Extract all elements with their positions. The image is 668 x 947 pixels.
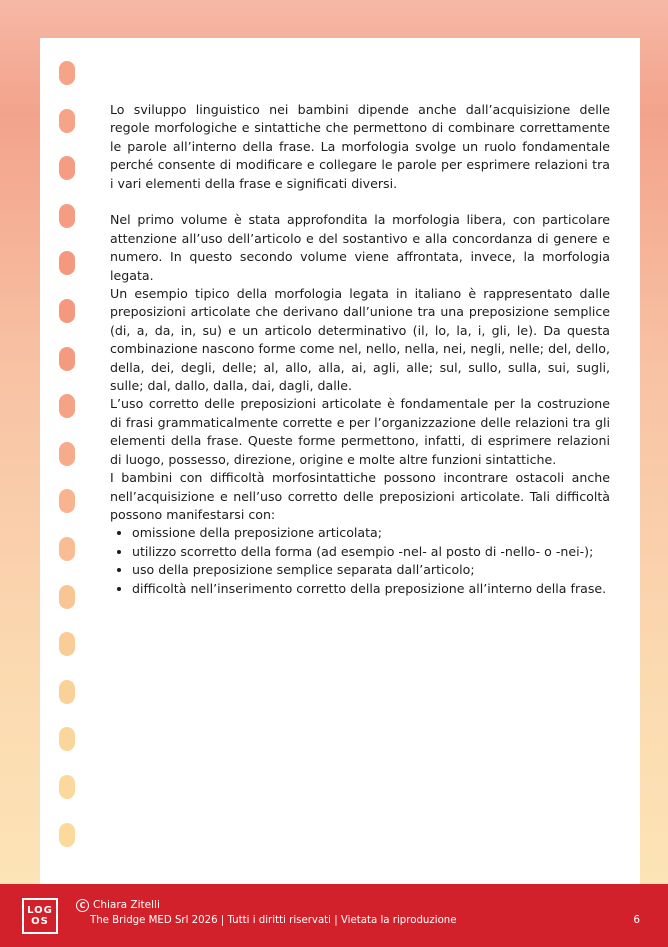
page-footer [0,884,668,947]
binder-hole [59,394,75,418]
binder-hole [59,537,75,561]
copyright-icon: C [76,899,89,912]
list-item: • uso della preposizione semplice separata dall’articolo; [132,561,610,579]
binder-hole [59,775,75,799]
list-item: • omissione della preposizione articolata; [132,524,610,542]
binder-hole [59,727,75,751]
binder-hole [59,823,75,847]
binder-hole [59,299,75,323]
paragraph-example: Un esempio tipico della morfologia legata in italiano è rappresentato dalle preposizioni articolate che derivano dall’unione tra una preposizione semplice (di, a, da, in, su) e un articolo determinativo (il, lo, la, i, gli, le). Da questa combinazione nascono forme come nel, nello, nella, nei, negli, nelle; del, dello, della, dei, degli, delle; al, allo, alla, ai, agli, alle; sul, sullo, sulla, sui, sugli, sulle; dal, dallo, dalla, dai, dagli, dalle. [110,286,610,394]
binder-hole [59,680,75,704]
rights-notice: The Bridge MED Srl 2026 | Tutti i diritti riservati | Vietata la riproduzione [90,915,457,926]
author-line [76,899,160,912]
binder-hole [59,61,75,85]
binder-hole [59,251,75,275]
list-item: • utilizzo scorretto della forma (ad esempio -nel- al posto di -nello- o -nei-); [132,543,610,561]
paragraph-intro: Lo sviluppo linguistico nei bambini dipende anche dall’acquisizione delle regole morfologiche e sintattiche che permettono di combinare correttamente le parole all’interno della frase. La morfologia svolge un ruolo fondamentale perché consente di modificare e collegare le parole per esprimere relazioni tra i vari elementi della frase e significati diversi. [110,102,610,191]
binder-hole [59,489,75,513]
paragraph-first-volume: Nel primo volume è stata approfondita la morfologia libera, con particolare attenzione all’uso dell’articolo e del sostantivo e alla concordanza di genere e numero. In questo secondo volume viene affrontata, invece, la morfologia legata. [110,212,610,283]
binder-hole [59,156,75,180]
logos-logo [22,898,58,934]
paragraph-usage: L’uso corretto delle preposizioni articolate è fondamentale per la costruzione di frasi grammaticalmente corrette e per l’organizzazione delle relazioni tra gli elementi della frase. Queste forme permettono, infatti, di esprimere relazioni di luogo, possesso, direzione, origine e molte altre funzioni sintattiche. [110,396,610,467]
difficulties-list [110,524,610,598]
binder-hole [59,585,75,609]
binder-hole [59,109,75,133]
binder-hole [59,442,75,466]
binder-hole [59,204,75,228]
paragraph-difficulties: I bambini con difficoltà morfosintattiche possono incontrare ostacoli anche nell’acquisizione e nell’uso corretto delle preposizioni articolate. Tali difficoltà possono manifestarsi con: [110,470,610,522]
page-text [110,101,610,598]
logo-line: OS [31,916,49,927]
binder-holes [59,61,75,870]
binder-hole [59,632,75,656]
binder-hole [59,347,75,371]
list-item: • difficoltà nell’inserimento corretto della preposizione all’interno della frase. [132,580,610,598]
logo-line: LOG [27,905,53,916]
author-name: Chiara Zitelli [93,899,160,911]
page-number: 6 [633,914,640,926]
